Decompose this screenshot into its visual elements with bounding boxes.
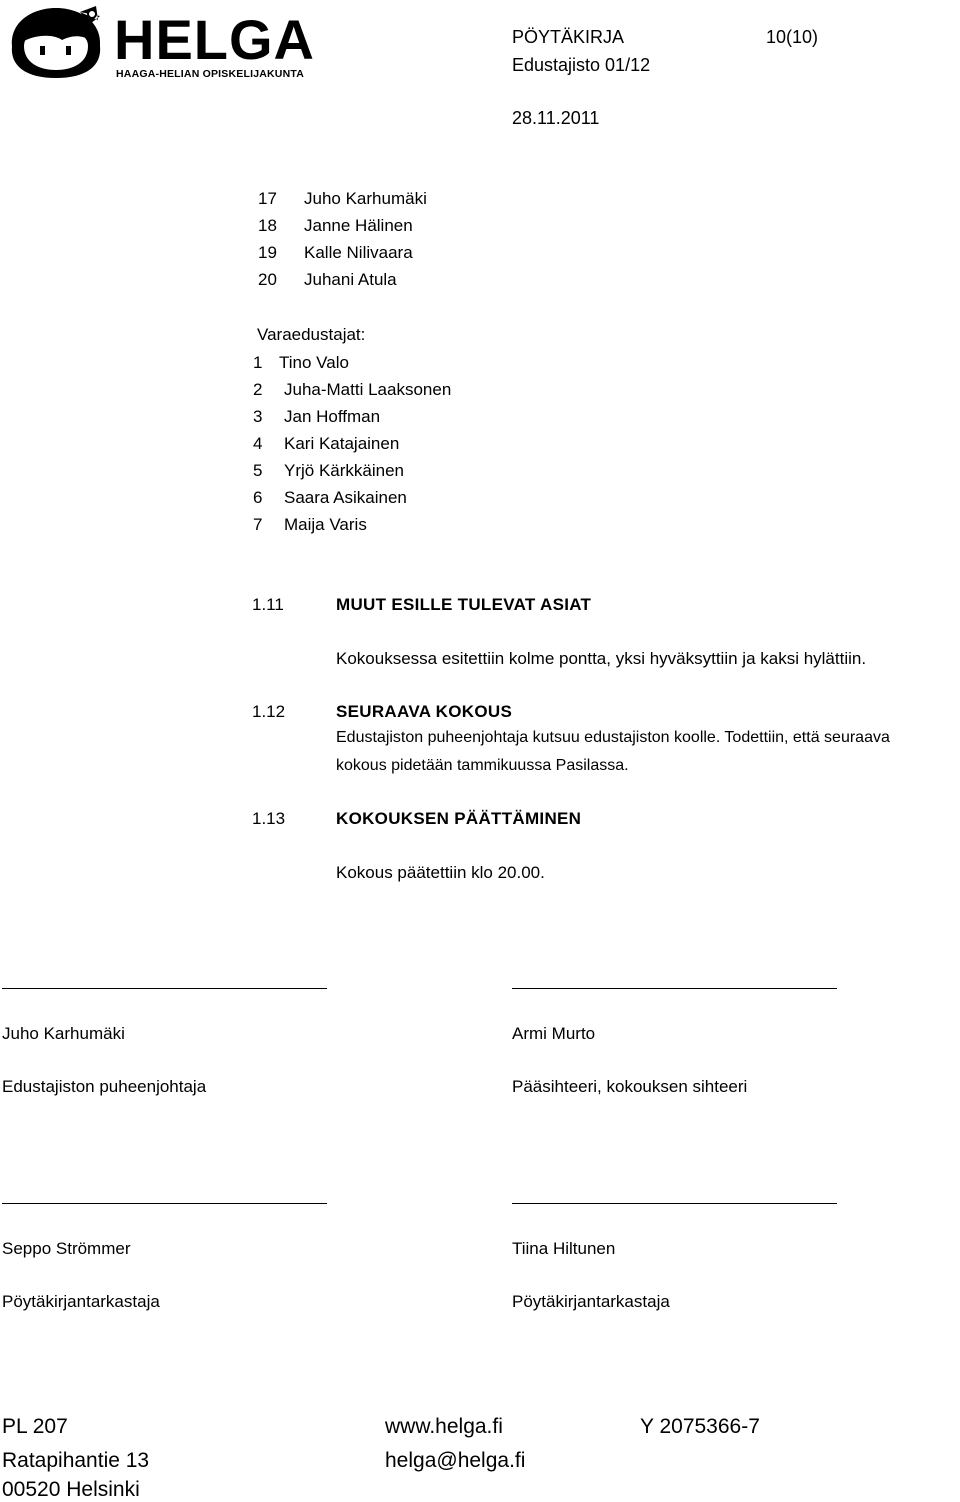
- logo-subtitle: HAAGA-HELIAN OPISKELIJAKUNTA: [116, 68, 304, 80]
- deputy-number: 3: [253, 407, 263, 426]
- helga-logo: [6, 6, 316, 80]
- deputy-heading: Varaedustajat:: [257, 325, 366, 344]
- section-title: SEURAAVA KOKOUS: [336, 702, 513, 721]
- mascot-head-icon: [6, 6, 106, 80]
- footer-email: helga@helga.fi: [385, 1449, 526, 1472]
- section-title: MUUT ESILLE TULEVAT ASIAT: [336, 595, 592, 614]
- section-title: KOKOUKSEN PÄÄTTÄMINEN: [336, 809, 582, 828]
- signatory-name: Tiina Hiltunen: [512, 1239, 616, 1258]
- deputy-name: Juha-Matti Laaksonen: [284, 380, 452, 399]
- footer-address-line: Ratapihantie 13: [2, 1449, 150, 1472]
- meeting-id: Edustajisto 01/12: [512, 55, 651, 75]
- signature-line: [512, 1203, 837, 1204]
- signatory-role: Pöytäkirjantarkastaja: [512, 1292, 670, 1311]
- footer-website: www.helga.fi: [385, 1415, 503, 1438]
- footer-address-line: 00520 Helsinki: [2, 1478, 140, 1501]
- section-text: kokous pidetään tammikuussa Pasilassa.: [336, 757, 629, 774]
- member-number: 17: [258, 189, 277, 208]
- section-number: 1.11: [252, 595, 284, 614]
- deputy-name: Saara Asikainen: [284, 488, 407, 507]
- signatory-name: Armi Murto: [512, 1024, 596, 1043]
- meeting-date: 28.11.2011: [512, 108, 600, 128]
- section-number: 1.12: [252, 702, 286, 721]
- signature-line: [2, 1203, 327, 1204]
- deputy-number: 1: [253, 353, 263, 372]
- deputy-number: 7: [253, 515, 263, 534]
- signatory-name: Seppo Strömmer: [2, 1239, 131, 1258]
- deputy-number: 5: [253, 461, 263, 480]
- section-text: Kokous päätettiin klo 20.00.: [336, 863, 545, 882]
- deputy-name: Maija Varis: [284, 515, 367, 534]
- section-number: 1.13: [252, 809, 286, 828]
- member-number: 18: [258, 216, 277, 235]
- member-name: Janne Hälinen: [304, 216, 413, 235]
- footer-business-id: Y 2075366-7: [640, 1415, 760, 1438]
- signatory-role: Pöytäkirjantarkastaja: [2, 1292, 160, 1311]
- member-name: Juho Karhumäki: [304, 189, 427, 208]
- section-text: Kokouksessa esitettiin kolme pontta, yksi hyväksyttiin ja kaksi hylättiin.: [336, 649, 867, 668]
- section-text: Edustajiston puheenjohtaja kutsuu edustajiston koolle. Todettiin, että seuraava: [336, 729, 890, 746]
- member-name: Kalle Nilivaara: [304, 243, 413, 262]
- member-number: 19: [258, 243, 277, 262]
- deputy-number: 4: [253, 434, 263, 453]
- member-name: Juhani Atula: [304, 270, 397, 289]
- signature-line: [512, 988, 837, 989]
- signatory-role: Edustajiston puheenjohtaja: [2, 1077, 207, 1096]
- deputy-number: 6: [253, 488, 263, 507]
- signatory-name: Juho Karhumäki: [2, 1024, 125, 1043]
- deputy-name: Kari Katajainen: [284, 434, 400, 453]
- signatory-role: Pääsihteeri, kokouksen sihteeri: [512, 1077, 748, 1096]
- signature-line: [2, 988, 327, 989]
- deputy-name: Jan Hoffman: [284, 407, 381, 426]
- deputy-name: Yrjö Kärkkäinen: [284, 461, 405, 480]
- footer-address-line: PL 207: [2, 1415, 68, 1438]
- deputy-number: 2: [253, 380, 263, 399]
- doc-type: PÖYTÄKIRJA: [512, 27, 625, 47]
- member-number: 20: [258, 270, 277, 289]
- page-number: 10(10): [766, 27, 819, 47]
- deputy-name: Tino Valo: [279, 353, 349, 372]
- logo-wordmark: HELGA: [114, 8, 315, 71]
